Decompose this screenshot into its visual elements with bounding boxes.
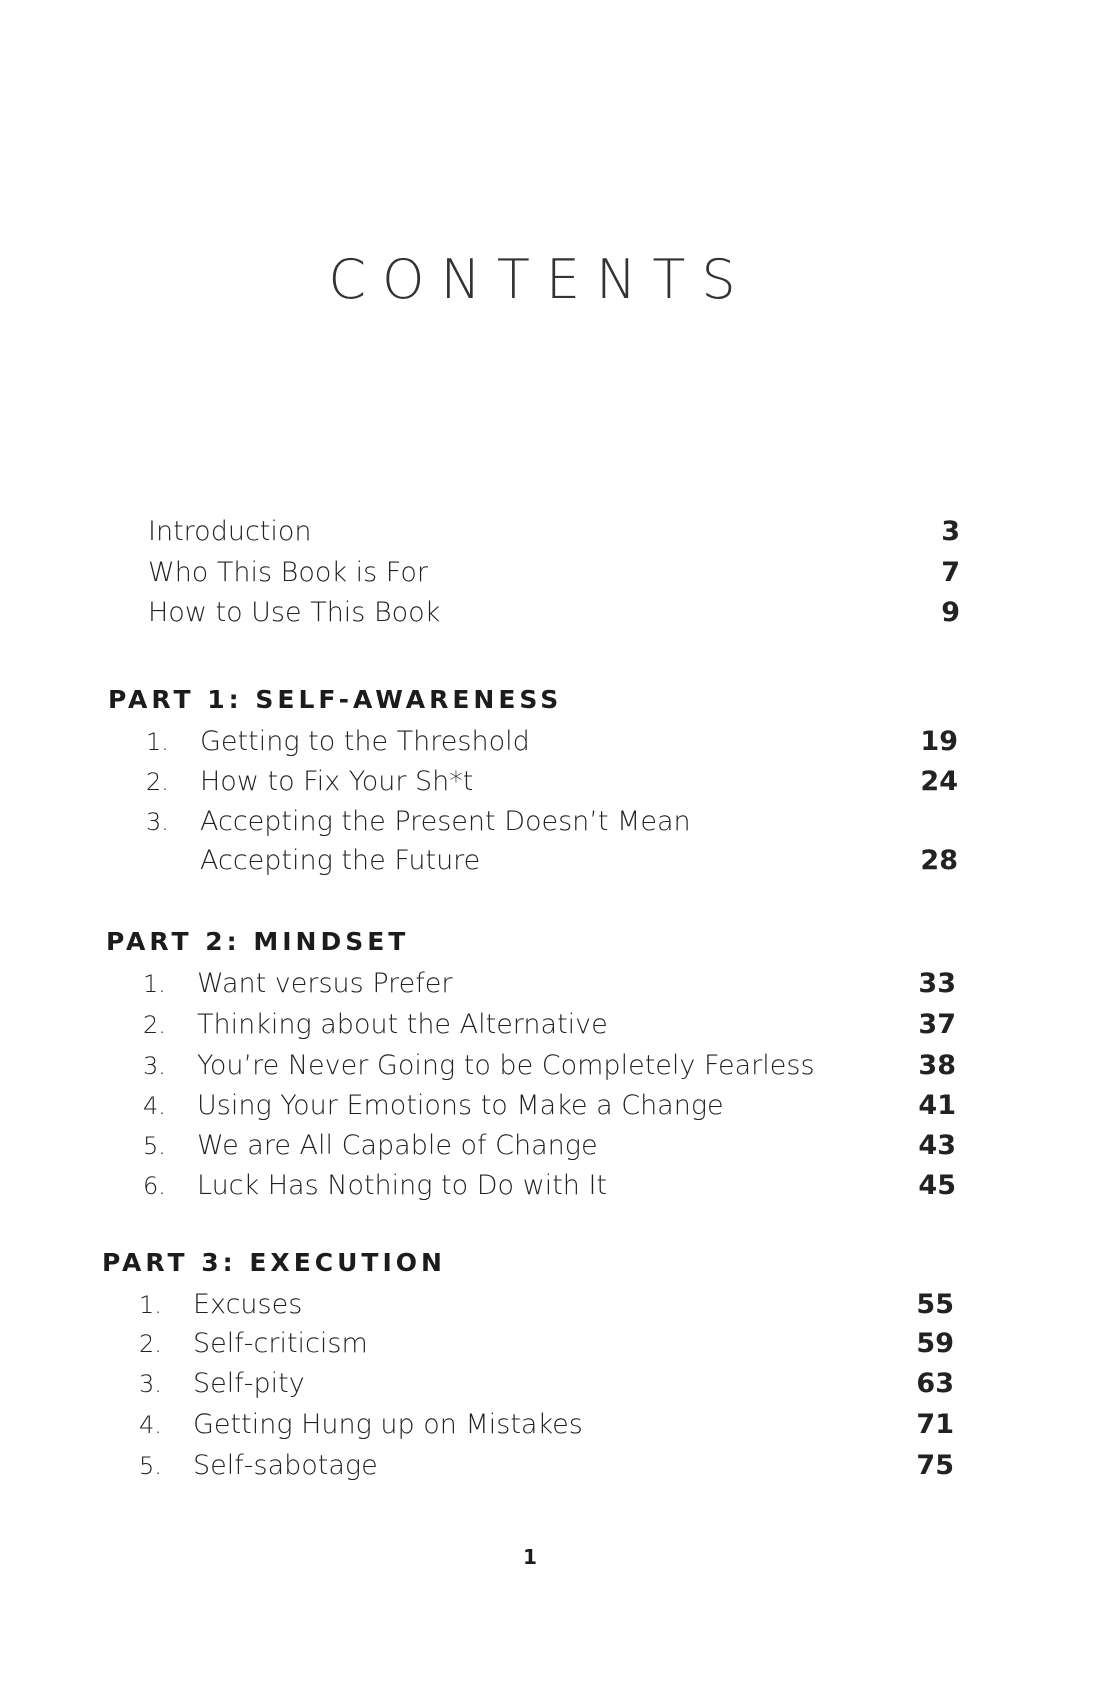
toc-entry-page: 41: [918, 1090, 956, 1121]
toc-entry: [143, 1126, 956, 1166]
toc-entry-continued: [146, 841, 958, 881]
toc-entry-page: 7: [941, 557, 960, 588]
toc-entry-label: Introduction: [148, 516, 312, 547]
toc-entry-page: 55: [916, 1289, 954, 1320]
chapter-number: 3.: [146, 808, 169, 836]
toc-entry: [143, 964, 956, 1004]
toc-entry-label: How to Fix Your Sh*t: [200, 766, 474, 797]
chapter-number: 4.: [143, 1092, 166, 1120]
toc-entry-label: Who This Book is For: [148, 557, 428, 588]
chapter-number: 4.: [139, 1411, 162, 1439]
toc-entry-page: 28: [920, 845, 958, 876]
toc-entry: [143, 1166, 956, 1206]
toc-entry-page: 19: [920, 726, 958, 757]
toc-entry: [139, 1364, 954, 1404]
toc-entry-label: Getting to the Threshold: [200, 726, 530, 757]
chapter-number: 1.: [139, 1291, 162, 1319]
toc-entry: [139, 1285, 954, 1325]
chapter-number: 1.: [143, 970, 166, 998]
toc-entry: [146, 762, 958, 802]
chapter-number: 6.: [143, 1172, 166, 1200]
part-heading: PART 3: EXECUTION: [102, 1248, 446, 1277]
toc-entry: [139, 1405, 954, 1445]
toc-entry-label: Using Your Emotions to Make a Change: [197, 1090, 724, 1121]
toc-entry-page: 9: [941, 597, 960, 628]
toc-entry-page: 37: [918, 1009, 956, 1040]
chapter-number: 2.: [139, 1330, 162, 1358]
toc-entry: [143, 1046, 956, 1086]
toc-entry-page: 45: [918, 1170, 956, 1201]
part-heading: PART 2: MINDSET: [106, 927, 410, 956]
toc-entry-label-continued: Accepting the Future: [200, 845, 481, 876]
toc-entry: [139, 1324, 954, 1364]
chapter-number: 2.: [146, 768, 169, 796]
toc-entry-label: How to Use This Book: [148, 597, 441, 628]
chapter-number: 5.: [143, 1132, 166, 1160]
toc-entry-label: Self-pity: [193, 1368, 305, 1399]
toc-entry-page: 38: [918, 1050, 956, 1081]
toc-entry-page: 71: [916, 1409, 954, 1440]
chapter-number: 3.: [139, 1370, 162, 1398]
chapter-number: 3.: [143, 1052, 166, 1080]
toc-entry: [143, 1005, 956, 1045]
toc-entry-label: Self-criticism: [193, 1328, 368, 1359]
page-number: 1: [523, 1545, 537, 1569]
chapter-number: 5.: [139, 1452, 162, 1480]
toc-entry-page: 43: [918, 1130, 956, 1161]
toc-entry-page: 59: [916, 1328, 954, 1359]
toc-entry-page: 75: [916, 1450, 954, 1481]
toc-entry-page: 63: [916, 1368, 954, 1399]
chapter-number: 1.: [146, 728, 169, 756]
toc-entry: [143, 1086, 956, 1126]
chapter-number: 2.: [143, 1011, 166, 1039]
toc-entry-label: Want versus Prefer: [197, 968, 453, 999]
toc-entry: [148, 553, 960, 593]
toc-entry-label: Self-sabotage: [193, 1450, 378, 1481]
toc-entry: [146, 722, 958, 762]
toc-entry-page: 3: [941, 516, 960, 547]
toc-entry-page: 24: [920, 766, 958, 797]
toc-entry-label: You’re Never Going to be Completely Fearless: [197, 1050, 815, 1081]
toc-entry: [148, 512, 960, 552]
toc-entry: [146, 802, 958, 842]
toc-entry-label: Thinking about the Alternative: [197, 1009, 608, 1040]
toc-entry-label: Accepting the Present Doesn’t Mean: [200, 806, 691, 837]
toc-entry-label: Luck Has Nothing to Do with It: [197, 1170, 608, 1201]
toc-entry: [139, 1446, 954, 1486]
toc-entry-page: 33: [918, 968, 956, 999]
page-title: CONTENTS: [328, 248, 752, 311]
toc-entry: [148, 593, 960, 633]
toc-entry-label: Getting Hung up on Mistakes: [193, 1409, 583, 1440]
part-heading: PART 1: SELF-AWARENESS: [108, 685, 563, 714]
toc-entry-label: Excuses: [193, 1289, 303, 1320]
toc-entry-label: We are All Capable of Change: [197, 1130, 598, 1161]
